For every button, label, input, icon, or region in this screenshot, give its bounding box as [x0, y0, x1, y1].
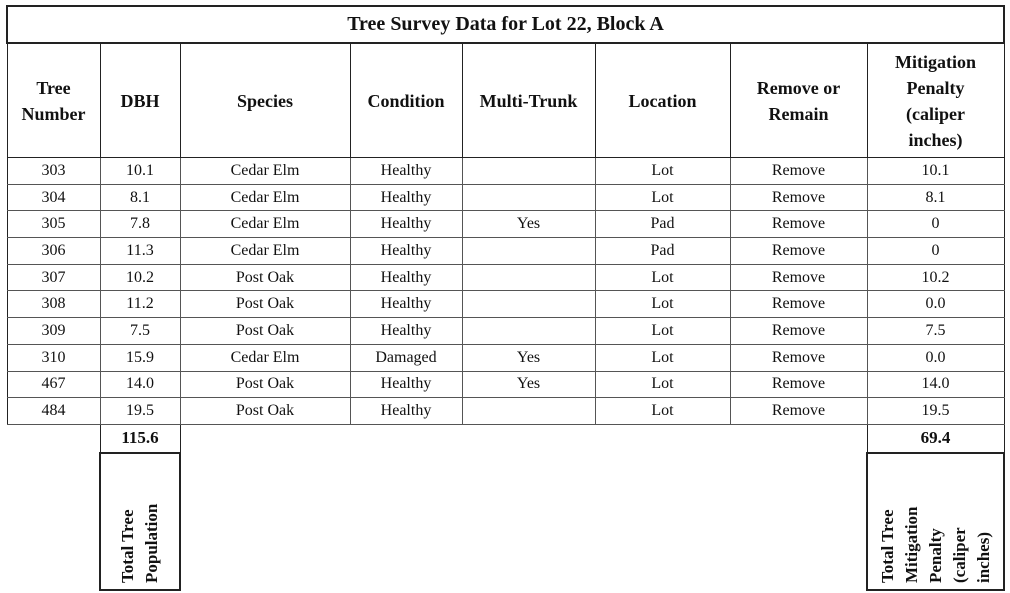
- cell-species: Cedar Elm: [180, 184, 350, 211]
- cell-dbh: 11.3: [100, 238, 180, 265]
- cell-remove: Remove: [730, 264, 867, 291]
- cell-dbh: 7.5: [100, 318, 180, 345]
- table-title: Tree Survey Data for Lot 22, Block A: [7, 6, 1004, 43]
- cell-multi: [462, 238, 595, 265]
- table-row: [7, 211, 1004, 238]
- mitigation-total: 69.4: [867, 424, 1004, 453]
- cell-multi: [462, 398, 595, 425]
- cell-condition: Healthy: [350, 211, 462, 238]
- cell-tree: 305: [7, 211, 100, 238]
- cell-tree: 308: [7, 291, 100, 318]
- cell-condition: Healthy: [350, 291, 462, 318]
- cell-tree: 309: [7, 318, 100, 345]
- cell-location: Lot: [595, 158, 730, 185]
- cell-species: Post Oak: [180, 264, 350, 291]
- cell-location: Pad: [595, 211, 730, 238]
- cell-species: Post Oak: [180, 371, 350, 398]
- cell-location: Lot: [595, 291, 730, 318]
- cell-location: Lot: [595, 318, 730, 345]
- cell-condition: Damaged: [350, 344, 462, 371]
- cell-mitigation: 19.5: [867, 398, 1004, 425]
- cell-remove: Remove: [730, 184, 867, 211]
- cell-location: Pad: [595, 238, 730, 265]
- cell-condition: Healthy: [350, 371, 462, 398]
- header-row: [7, 43, 1004, 158]
- cell-species: Cedar Elm: [180, 344, 350, 371]
- cell-condition: Healthy: [350, 158, 462, 185]
- cell-mitigation: 10.1: [867, 158, 1004, 185]
- cell-tree: 484: [7, 398, 100, 425]
- table-row: [7, 264, 1004, 291]
- cell-tree: 303: [7, 158, 100, 185]
- table-row: [7, 344, 1004, 371]
- tree-survey-table: [6, 5, 1005, 591]
- cell-dbh: 11.2: [100, 291, 180, 318]
- cell-dbh: 15.9: [100, 344, 180, 371]
- cell-species: Cedar Elm: [180, 238, 350, 265]
- cell-remove: Remove: [730, 158, 867, 185]
- cell-dbh: 10.1: [100, 158, 180, 185]
- table-row: [7, 238, 1004, 265]
- dbh-total-caption: Total Tree Population: [118, 503, 161, 583]
- cell-location: Lot: [595, 371, 730, 398]
- cell-species: Post Oak: [180, 291, 350, 318]
- cell-multi: [462, 158, 595, 185]
- cell-tree: 307: [7, 264, 100, 291]
- cell-tree: 310: [7, 344, 100, 371]
- cell-remove: Remove: [730, 344, 867, 371]
- column-header-multi: Multi-Trunk: [462, 43, 595, 158]
- dbh-total: 115.6: [100, 424, 180, 453]
- table-row: [7, 291, 1004, 318]
- cell-dbh: 14.0: [100, 371, 180, 398]
- mitigation-total-caption: Total Tree Mitigation Penalty (caliper inches): [877, 506, 993, 583]
- totals-row: [7, 424, 1004, 453]
- cell-mitigation: 10.2: [867, 264, 1004, 291]
- column-header-dbh: DBH: [100, 43, 180, 158]
- column-header-mitigation: Mitigation Penalty (caliper inches): [867, 43, 1004, 158]
- mitigation-total-caption-box: [867, 453, 1004, 590]
- cell-condition: Healthy: [350, 184, 462, 211]
- cell-dbh: 19.5: [100, 398, 180, 425]
- cell-remove: Remove: [730, 371, 867, 398]
- cell-dbh: 8.1: [100, 184, 180, 211]
- column-header-location: Location: [595, 43, 730, 158]
- cell-mitigation: 0.0: [867, 344, 1004, 371]
- dbh-total-caption-box: [100, 453, 180, 590]
- table-row: [7, 398, 1004, 425]
- cell-multi: [462, 184, 595, 211]
- column-header-remove: Remove or Remain: [730, 43, 867, 158]
- cell-mitigation: 0: [867, 211, 1004, 238]
- caption-row: [7, 453, 1004, 590]
- cell-species: Post Oak: [180, 318, 350, 345]
- cell-multi: Yes: [462, 344, 595, 371]
- table-body: [7, 158, 1004, 425]
- cell-mitigation: 7.5: [867, 318, 1004, 345]
- cell-condition: Healthy: [350, 398, 462, 425]
- table-row: [7, 158, 1004, 185]
- cell-condition: Healthy: [350, 238, 462, 265]
- cell-multi: [462, 318, 595, 345]
- cell-tree: 306: [7, 238, 100, 265]
- table-row: [7, 184, 1004, 211]
- cell-mitigation: 0: [867, 238, 1004, 265]
- cell-mitigation: 8.1: [867, 184, 1004, 211]
- cell-multi: Yes: [462, 211, 595, 238]
- cell-multi: [462, 291, 595, 318]
- cell-tree: 467: [7, 371, 100, 398]
- cell-multi: Yes: [462, 371, 595, 398]
- cell-mitigation: 0.0: [867, 291, 1004, 318]
- cell-remove: Remove: [730, 211, 867, 238]
- column-header-species: Species: [180, 43, 350, 158]
- cell-location: Lot: [595, 264, 730, 291]
- table-row: [7, 318, 1004, 345]
- tree-survey-document: [6, 5, 1003, 591]
- column-header-condition: Condition: [350, 43, 462, 158]
- cell-species: Cedar Elm: [180, 211, 350, 238]
- cell-mitigation: 14.0: [867, 371, 1004, 398]
- cell-location: Lot: [595, 398, 730, 425]
- cell-remove: Remove: [730, 398, 867, 425]
- cell-condition: Healthy: [350, 318, 462, 345]
- table-row: [7, 371, 1004, 398]
- cell-location: Lot: [595, 184, 730, 211]
- cell-dbh: 10.2: [100, 264, 180, 291]
- cell-remove: Remove: [730, 238, 867, 265]
- cell-location: Lot: [595, 344, 730, 371]
- cell-remove: Remove: [730, 291, 867, 318]
- cell-species: Post Oak: [180, 398, 350, 425]
- cell-species: Cedar Elm: [180, 158, 350, 185]
- cell-condition: Healthy: [350, 264, 462, 291]
- cell-tree: 304: [7, 184, 100, 211]
- column-header-tree: Tree Number: [7, 43, 100, 158]
- cell-dbh: 7.8: [100, 211, 180, 238]
- cell-multi: [462, 264, 595, 291]
- cell-remove: Remove: [730, 318, 867, 345]
